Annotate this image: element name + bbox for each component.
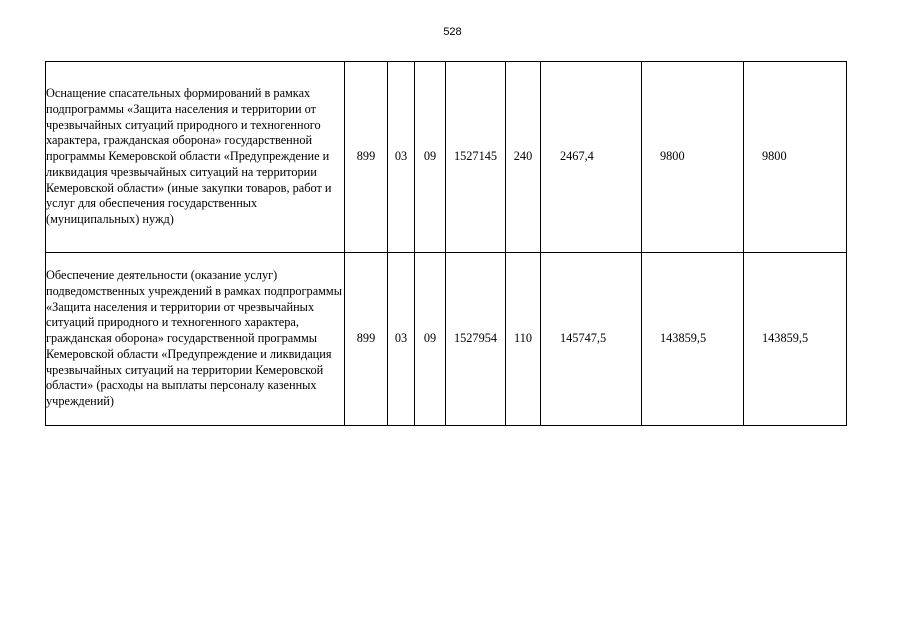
table-row [46, 253, 847, 426]
ministry-code: 899 [345, 253, 388, 426]
subsection-code: 09 [415, 253, 446, 426]
amount-year-2: 143859,5 [642, 253, 744, 426]
table-row [46, 62, 847, 253]
row-description: Обеспечение деятельности (оказание услуг) подведомственных учреждений в рамках подпрограммы «Защита населения и территории от чрезвычайных ситуаций природного и техногенного характера, гражданская оборона» государственной программы Кемеровской области «Предупреждение и ликвидация чрезвычайных ситуаций на территории Кемеровской области» (расходы на выплаты персоналу казенных учреждений) [46, 253, 345, 426]
section-code: 03 [388, 62, 415, 253]
amount-year-3: 143859,5 [744, 253, 847, 426]
section-code: 03 [388, 253, 415, 426]
page-number: 528 [443, 26, 462, 38]
amount-year-1: 145747,5 [541, 253, 642, 426]
expense-type-code: 240 [506, 62, 541, 253]
expense-type-code: 110 [506, 253, 541, 426]
amount-year-1: 2467,4 [541, 62, 642, 253]
amount-year-2: 9800 [642, 62, 744, 253]
amount-year-3: 9800 [744, 62, 847, 253]
target-article-code: 1527954 [446, 253, 506, 426]
subsection-code: 09 [415, 62, 446, 253]
ministry-code: 899 [345, 62, 388, 253]
budget-table [45, 61, 847, 426]
target-article-code: 1527145 [446, 62, 506, 253]
row-description: Оснащение спасательных формирований в рамках подпрограммы «Защита населения и территории от чрезвычайных ситуаций природного и техногенного характера, гражданская оборона» государственной программы Кемеровской области «Предупреждение и ликвидация чрезвычайных ситуаций на территории Кемеровской области» (иные закупки товаров, работ и услуг для обеспечения государственных (муниципальных) нужд) [46, 62, 345, 253]
